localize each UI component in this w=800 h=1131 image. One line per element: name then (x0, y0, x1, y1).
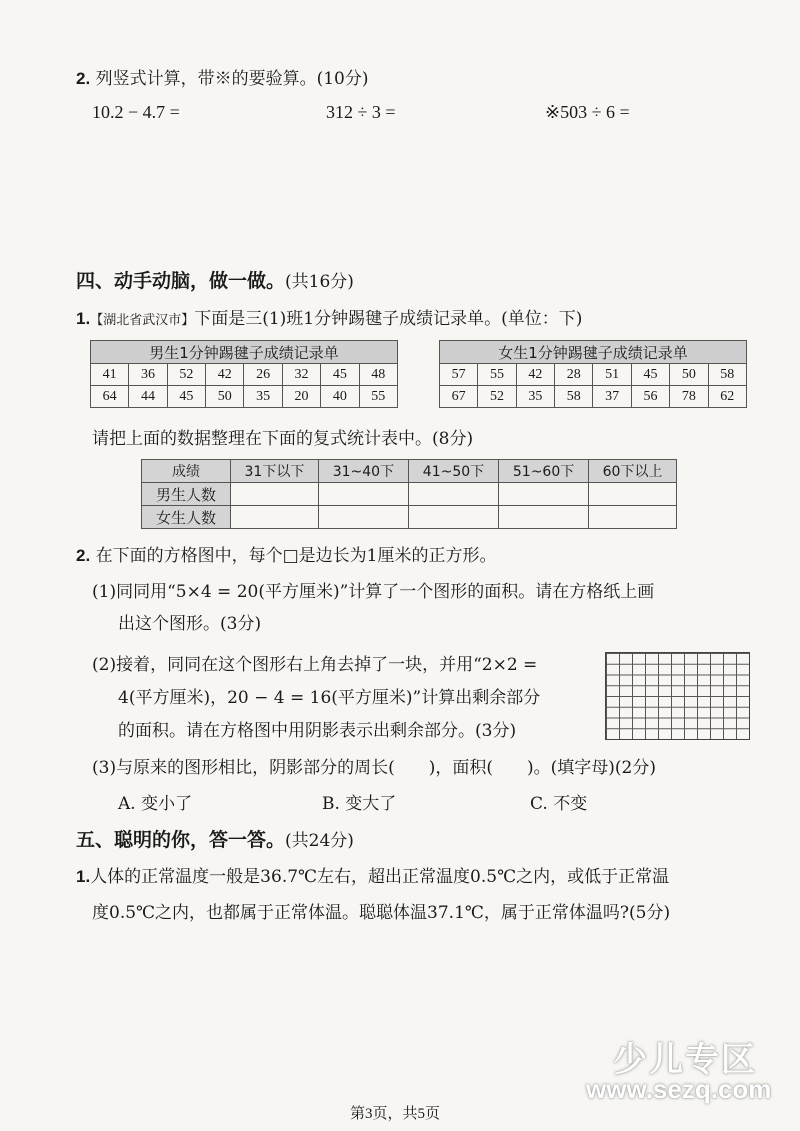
table-cell: 45 (631, 364, 669, 386)
table-row (142, 483, 677, 506)
table-cell: 42 (206, 364, 244, 386)
table-cell: 48 (359, 364, 397, 386)
table-cell: 35 (244, 386, 282, 408)
row-label: 女生人数 (142, 506, 231, 529)
option-b: B. 变大了 (322, 794, 397, 814)
column-header: 60下以上 (589, 460, 677, 483)
answer-cell[interactable] (231, 483, 319, 506)
question-number: 1. (76, 867, 91, 886)
part-3-text: (3)与原来的图形相比，阴影部分的周长( )，面积( )。(填字母)(2分) (92, 758, 656, 778)
question-number: 1. (76, 309, 91, 328)
table-cell: 42 (516, 364, 554, 386)
part-1-line-2: 出这个图形。(3分) (118, 614, 262, 634)
table-row (440, 364, 747, 386)
question-2 (76, 64, 369, 89)
table-title: 男生1分钟踢毽子成绩记录单 (91, 341, 398, 364)
table-cell: 78 (670, 386, 708, 408)
table-cell: 36 (129, 364, 167, 386)
table-cell: 58 (555, 386, 593, 408)
square-grid[interactable] (605, 652, 750, 740)
watermark-url: www.sezq.com (586, 1074, 772, 1104)
table-cell: 56 (631, 386, 669, 408)
section-title: 五、聪明的你，答一答。 (76, 829, 286, 851)
section-5-heading (76, 825, 354, 852)
answer-cell[interactable] (408, 506, 498, 529)
table-cell: 58 (708, 364, 746, 386)
question-text: 人体的正常温度一般是36.7℃左右，超出正常温度0.5℃之内，或低于正常温 (90, 867, 670, 887)
part-2-line-3: 的面积。请在方格图中用阴影表示出剩余部分。(3分) (118, 721, 517, 741)
expression-3: ※503 ÷ 6 = (545, 102, 630, 122)
table-row (440, 386, 747, 408)
girls-record-table (439, 340, 747, 408)
table-cell: 35 (516, 386, 554, 408)
answer-cell[interactable] (589, 483, 677, 506)
answer-cell[interactable] (589, 506, 677, 529)
question-number: 2. (76, 546, 91, 565)
answer-cell[interactable] (318, 483, 408, 506)
watermark-logo-text: 少儿专区 (613, 1040, 757, 1080)
column-header: 31~40下 (318, 460, 408, 483)
section-points: (共24分) (285, 831, 354, 851)
table-cell: 55 (478, 364, 516, 386)
question-text: 在下面的方格图中，每个□是边长为1厘米的正方形。 (95, 546, 497, 566)
table-cell: 51 (593, 364, 631, 386)
table-cell: 62 (708, 386, 746, 408)
question-text: 列竖式计算，带※的要验算。(10分) (95, 69, 369, 89)
section-5-question-1-line-1 (76, 862, 669, 887)
column-header: 31下以下 (231, 460, 319, 483)
column-header: 51~60下 (499, 460, 589, 483)
table-cell: 26 (244, 364, 282, 386)
answer-cell[interactable] (408, 483, 498, 506)
table-header-row (142, 460, 677, 483)
table-cell: 20 (282, 386, 320, 408)
column-header: 成绩 (142, 460, 231, 483)
compound-stat-table (141, 459, 677, 529)
answer-cell[interactable] (499, 483, 589, 506)
table-title: 女生1分钟踢毽子成绩记录单 (440, 341, 747, 364)
table-cell: 32 (282, 364, 320, 386)
section-title: 四、动手动脑，做一做。 (76, 270, 286, 292)
option-c: C. 不变 (530, 794, 588, 814)
table-cell: 44 (129, 386, 167, 408)
instruction-text: 请把上面的数据整理在下面的复式统计表中。(8分) (92, 429, 474, 449)
table-cell: 37 (593, 386, 631, 408)
section-5-question-1-line-2: 度0.5℃之内，也都属于正常体温。聪聪体温37.1℃，属于正常体温吗?(5分) (92, 903, 671, 923)
table-cell: 67 (440, 386, 478, 408)
section-4-heading (76, 266, 354, 293)
question-number: 2. (76, 69, 91, 88)
section-4-question-2 (76, 541, 496, 566)
table-cell: 57 (440, 364, 478, 386)
table-row (142, 506, 677, 529)
part-2-line-1: (2)接着，同同在这个图形右上角去掉了一块，并用“2×2 = (92, 655, 538, 675)
answer-cell[interactable] (499, 506, 589, 529)
section-points: (共16分) (285, 272, 354, 292)
section-4-question-1 (76, 304, 582, 329)
boys-record-table (90, 340, 398, 408)
table-cell: 45 (321, 364, 359, 386)
part-2-line-2: 4(平方厘米)，20 − 4 = 16(平方厘米)”计算出剩余部分 (118, 688, 541, 708)
table-cell: 50 (206, 386, 244, 408)
expression-2: 312 ÷ 3 = (326, 102, 396, 122)
row-label: 男生人数 (142, 483, 231, 506)
table-cell: 52 (478, 386, 516, 408)
part-1-line-1: (1)同同用“5×4 = 20(平方厘米)”计算了一个图形的面积。请在方格纸上画 (92, 582, 655, 602)
answer-cell[interactable] (318, 506, 408, 529)
table-cell: 52 (167, 364, 205, 386)
table-cell: 41 (91, 364, 129, 386)
region-tag: 【湖北省武汉市】 (90, 313, 195, 328)
expression-1: 10.2 − 4.7 = (92, 102, 180, 122)
option-a: A. 变小了 (118, 794, 193, 814)
table-cell: 40 (321, 386, 359, 408)
answer-cell[interactable] (231, 506, 319, 529)
table-row (91, 364, 398, 386)
table-row (91, 386, 398, 408)
question-text: 下面是三(1)班1分钟踢毽子成绩记录单。(单位：下) (194, 309, 583, 329)
column-header: 41~50下 (408, 460, 498, 483)
table-cell: 28 (555, 364, 593, 386)
table-cell: 50 (670, 364, 708, 386)
table-cell: 55 (359, 386, 397, 408)
table-cell: 45 (167, 386, 205, 408)
table-cell: 64 (91, 386, 129, 408)
page-footer: 第3页，共5页 (350, 1106, 441, 1122)
